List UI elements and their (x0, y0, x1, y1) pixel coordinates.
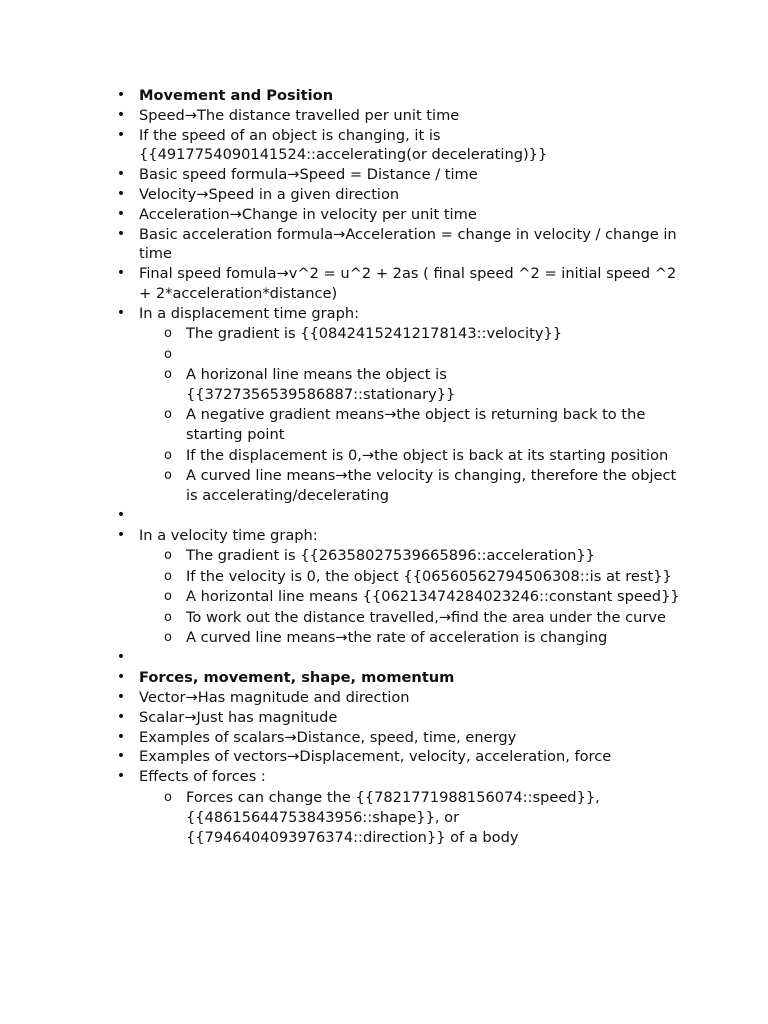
circle-bullet-icon: o (164, 326, 172, 342)
list-item (112, 688, 692, 708)
bullet-icon: • (116, 768, 126, 785)
list-item (112, 126, 692, 166)
list-item-text: Acceleration→Change in velocity per unit time (139, 205, 477, 223)
bullet-icon: • (116, 728, 126, 745)
list-item (112, 304, 692, 507)
list-item (112, 264, 692, 304)
list-item-text: Basic speed formula→Speed = Distance / time (139, 166, 478, 184)
bullet-icon: • (116, 748, 126, 765)
bullet-icon: • (116, 708, 126, 725)
list-item (112, 728, 692, 748)
list-item-text: Scalar→Just has magnitude (139, 708, 338, 726)
sub-list-item-text: The gradient is {{26358027539665896::acceleration}} (186, 547, 595, 565)
list-item-text: Final speed fomula→v^2 = u^2 + 2as ( final speed ^2 = initial speed ^2 + 2*acceleration*distance) (139, 265, 677, 302)
list-item (112, 106, 692, 126)
sub-list-item-text: If the velocity is 0, the object {{06560562794506308::is at rest}} (186, 567, 672, 585)
list-item-text (139, 648, 692, 668)
list-item-text: Basic acceleration formula→Acceleration = change in velocity / change in time (139, 225, 677, 263)
bullet-icon: • (116, 649, 126, 666)
sub-list (139, 324, 692, 506)
sub-list-item (139, 345, 692, 365)
sub-list-item-text: A negative gradient means→the object is returning back to the starting point (186, 406, 646, 444)
sub-list-item (139, 608, 692, 628)
sub-list-item (139, 405, 692, 445)
bullet-icon: • (116, 304, 126, 321)
sub-list-item (139, 567, 692, 587)
bullet-icon: • (116, 689, 126, 706)
list-item (112, 747, 692, 767)
circle-bullet-icon: o (164, 609, 172, 625)
sub-list-item-text: The gradient is {{08424152412178143::velocity}} (186, 325, 563, 343)
list-item-text: Examples of scalars→Distance, speed, time, energy (139, 728, 517, 746)
sub-list-item (139, 788, 692, 848)
bullet-icon: • (116, 265, 126, 282)
sub-list (139, 546, 692, 648)
circle-bullet-icon: o (164, 568, 172, 584)
sub-list-item-text: To work out the distance travelled,→find the area under the curve (186, 608, 667, 626)
list-item-text: In a velocity time graph: (139, 527, 318, 545)
sub-list-item-text: A curved line means→the velocity is changing, therefore the object is accelerating/decelerating (186, 467, 677, 505)
bullet-icon: • (116, 126, 126, 143)
circle-bullet-icon: o (164, 468, 172, 484)
circle-bullet-icon: o (164, 447, 172, 463)
sub-list-item-text: A curved line means→the rate of acceleration is changing (186, 629, 608, 647)
sub-list-item-text: A horizonal line means the object is {{3727356539586887::stationary}} (186, 365, 456, 403)
section-heading: Movement and Position (139, 87, 334, 104)
section-heading: Forces, movement, shape, momentum (139, 669, 455, 687)
list-item (112, 708, 692, 728)
sub-list-item (139, 324, 692, 344)
bullet-icon: • (116, 205, 126, 222)
circle-bullet-icon: o (164, 789, 172, 805)
sub-list-item (139, 628, 692, 648)
circle-bullet-icon: o (164, 407, 172, 423)
circle-bullet-icon: o (164, 589, 172, 605)
list-item (112, 225, 692, 265)
list-item-text: Vector→Has magnitude and direction (139, 689, 410, 707)
list-item-text: If the speed of an object is changing, it is {{4917754090141524::accelerating(or decelerating)}} (139, 126, 548, 164)
bullet-icon: • (116, 669, 126, 686)
sub-list-item (139, 546, 692, 566)
list-item (112, 86, 692, 106)
sub-list-item-text: Forces can change the {{7821771988156074::speed}}, {{48615644753843956::shape}}, or {{7946404093976374::direction}} of a body (186, 788, 600, 846)
list-item (112, 205, 692, 225)
list-item-text: In a displacement time graph: (139, 304, 360, 322)
circle-bullet-icon: o (164, 630, 172, 646)
list-item (112, 767, 692, 847)
list-item (112, 668, 692, 688)
bullet-icon: • (116, 166, 126, 183)
circle-bullet-icon: o (164, 366, 172, 382)
sub-list-item (139, 587, 692, 607)
list-item-text: Velocity→Speed in a given direction (139, 185, 400, 203)
notes-content (112, 86, 692, 848)
sub-list (139, 788, 692, 848)
list-item-text (139, 506, 692, 526)
list-item-text: Effects of forces : (139, 768, 266, 786)
bullet-icon: • (116, 225, 126, 242)
list-item (112, 526, 692, 648)
sub-list-item-text: If the displacement is 0,→the object is back at its starting position (186, 446, 669, 464)
sub-list-item-text (186, 345, 692, 365)
sub-list-item (139, 446, 692, 466)
list-item-text: Speed→The distance travelled per unit time (139, 106, 460, 124)
bullet-icon: • (116, 185, 126, 202)
bullet-list (112, 86, 692, 848)
bullet-icon: • (116, 87, 126, 103)
list-item-text: Examples of vectors→Displacement, velocity, acceleration, force (139, 748, 612, 766)
list-item (112, 185, 692, 205)
bullet-icon: • (116, 527, 126, 544)
sub-list-item (139, 466, 692, 506)
sub-list-item-text: A horizontal line means {{06213474284023246::constant speed}} (186, 588, 680, 606)
list-item (112, 165, 692, 185)
bullet-icon: • (116, 507, 126, 524)
circle-bullet-icon: o (164, 548, 172, 564)
list-item (112, 648, 692, 668)
bullet-icon: • (116, 106, 126, 123)
circle-bullet-icon: o (164, 346, 172, 362)
sub-list-item (139, 365, 692, 405)
list-item (112, 506, 692, 526)
